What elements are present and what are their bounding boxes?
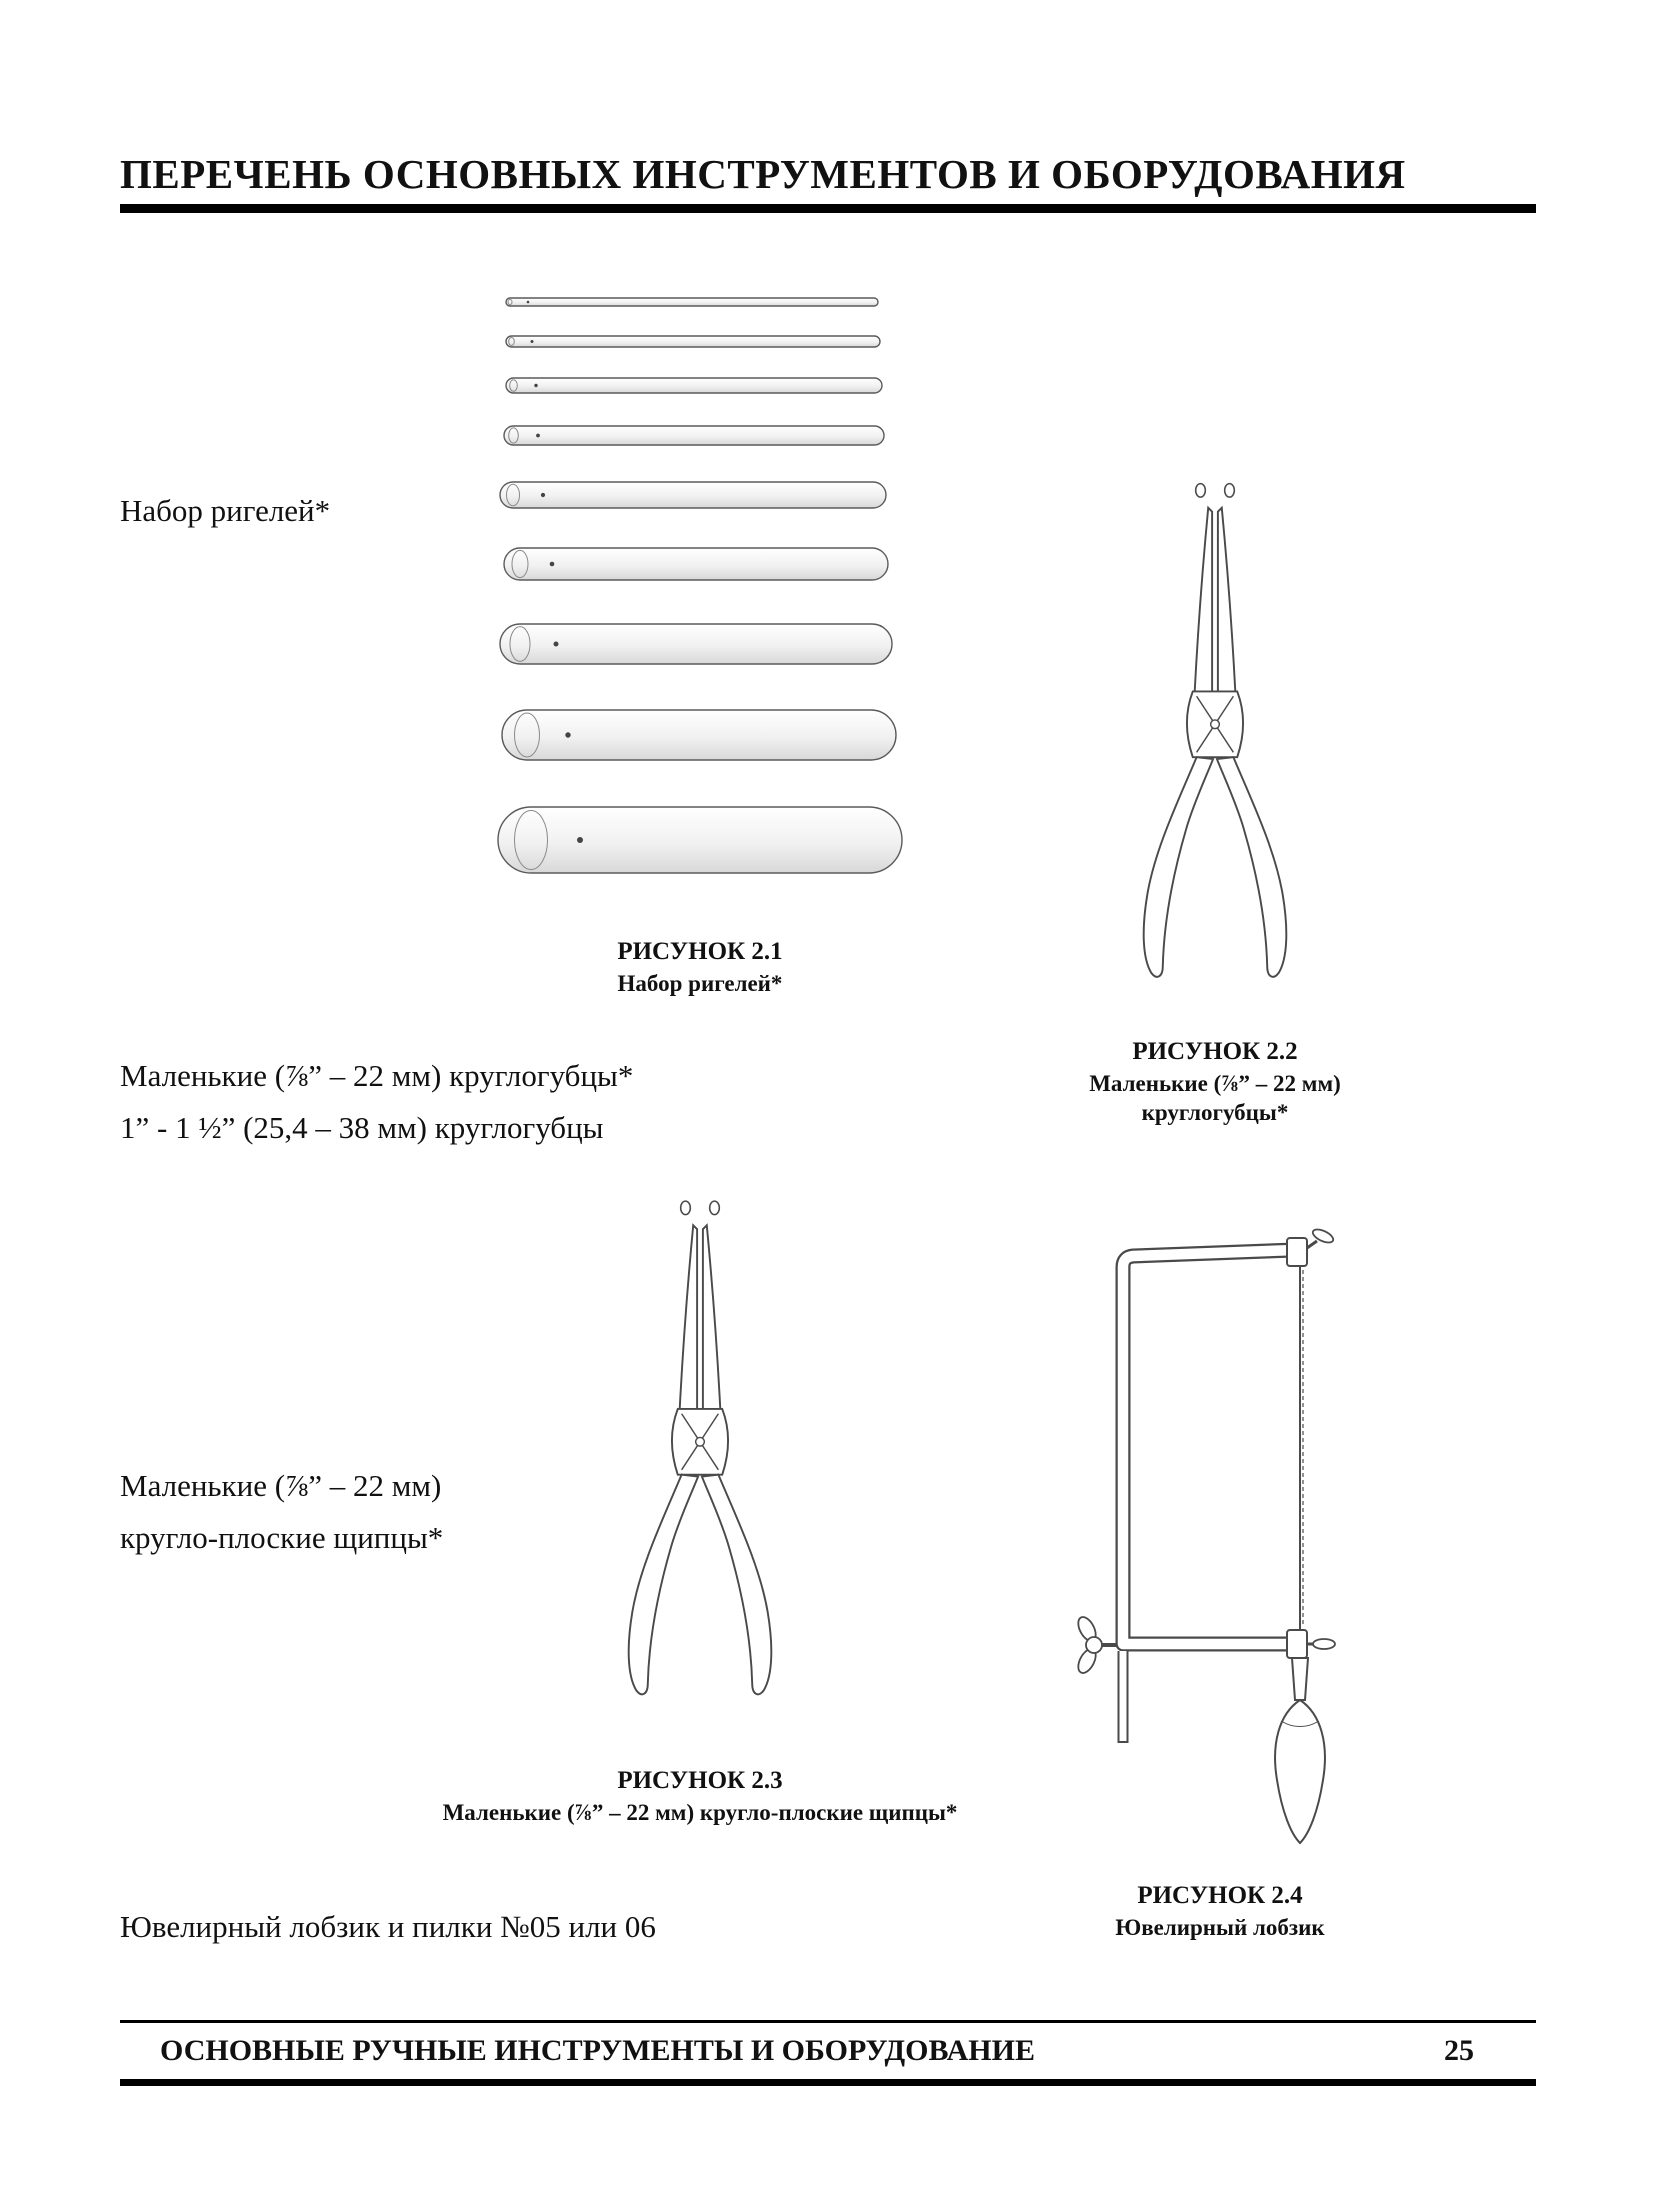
mandrel-rod [500, 482, 886, 508]
figure-number: РИСУНОК 2.3 [617, 1767, 783, 1794]
round-pliers-label-line2: 1” - 1 ½” (25,4 – 38 мм) круглогубцы [120, 1110, 604, 1145]
figure-caption: Маленькие (⅞” – 22 мм) кругло-плоские щипцы* [442, 1799, 958, 1825]
mandrel-rod [504, 426, 884, 445]
figure-caption: Маленькие (⅞” – 22 мм) круглогубцы* [1089, 1070, 1341, 1126]
saw-bottom-clamp [1287, 1630, 1335, 1658]
mandrel-rod [504, 548, 888, 580]
figure-caption: Набор ригелей* [617, 970, 783, 996]
footer-title: ОСНОВНЫЕ РУЧНЫЕ ИНСТРУМЕНТЫ И ОБОРУДОВАНИЕ [160, 2034, 1035, 2067]
figure-2-1-caption [500, 936, 900, 998]
saw-blades-label: Ювелирный лобзик и пилки №05 или 06 [120, 1909, 656, 1944]
figure-caption: Ювелирный лобзик [1115, 1914, 1325, 1940]
figure-number: РИСУНОК 2.2 [1132, 1038, 1298, 1065]
round-flat-pliers-illustration [555, 1190, 845, 1740]
flat-pliers-label-line1: Маленькие (⅞” – 22 мм) [120, 1468, 442, 1503]
page-number: 25 [1444, 2034, 1474, 2067]
saw-blade [1300, 1264, 1303, 1632]
page-title: ПЕРЕЧЕНЬ ОСНОВНЫХ ИНСТРУМЕНТОВ И ОБОРУДОВАНИЯ [120, 151, 1406, 197]
mandrel-set-illustration [488, 292, 913, 887]
round-nose-pliers-illustration [1070, 475, 1360, 1020]
saw-frame [1123, 1250, 1295, 1743]
mandrel-rod [502, 710, 896, 760]
saw-wing-nut [1075, 1614, 1117, 1676]
round-pliers-label-line1: Маленькие (⅞” – 22 мм) круглогубцы* [120, 1058, 634, 1093]
mandrel-rod [506, 336, 880, 347]
footer-bar [120, 2020, 1536, 2086]
mandrel-set-label: Набор ригелей* [120, 493, 331, 528]
mandrel-rod [506, 298, 878, 306]
mandrel-rod [498, 807, 902, 873]
figure-2-3-caption [420, 1765, 980, 1827]
figure-2-2-caption [1015, 1036, 1415, 1128]
saw-handle [1275, 1658, 1325, 1843]
mandrel-rod [500, 624, 892, 664]
figure-number: РИСУНОК 2.4 [1137, 1882, 1303, 1909]
title-rule [120, 204, 1536, 213]
figure-number: РИСУНОК 2.1 [617, 938, 783, 965]
figure-2-4-caption [1020, 1880, 1420, 1942]
jewelers-saw-illustration [1055, 1198, 1375, 1858]
flat-pliers-label-line2: кругло-плоские щипцы* [120, 1520, 444, 1555]
saw-top-clamp [1287, 1227, 1335, 1266]
mandrel-rod [506, 378, 882, 393]
